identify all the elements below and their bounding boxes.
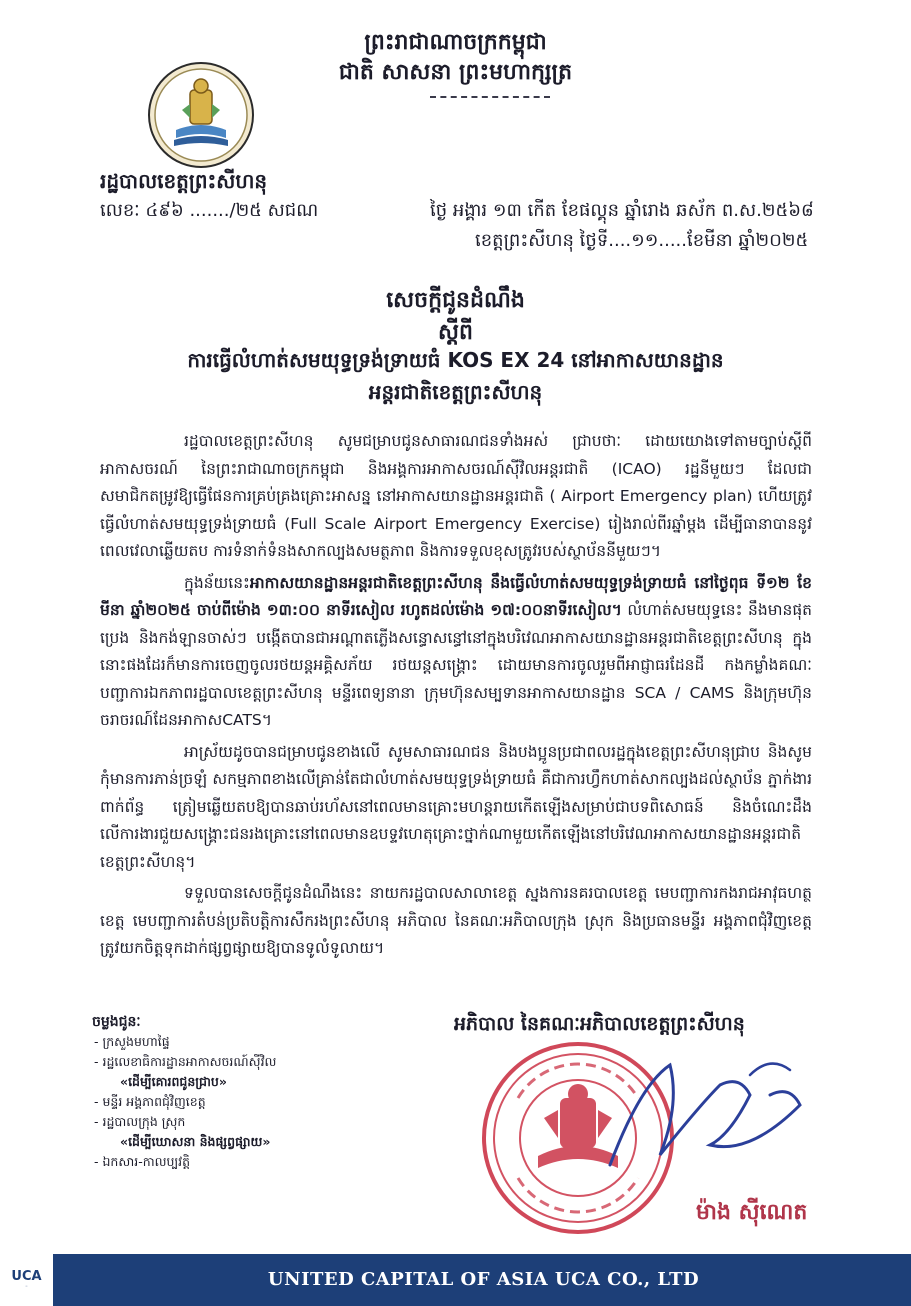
header-divider <box>430 96 550 98</box>
national-motto: ជាតិ សាសនា ព្រះមហាក្សត្រ <box>338 60 573 85</box>
copy-to-title: ចម្លងជូនៈ <box>92 1014 141 1030</box>
kingdom-header <box>0 28 911 88</box>
signer-title: អភិបាល នៃគណៈអភិបាលខេត្តព្រះសីហនុ <box>454 1013 745 1035</box>
uca-logo-mark: ◦ <box>25 1284 28 1290</box>
document-about: ស្តីពី <box>438 320 473 345</box>
document-subject <box>0 344 911 408</box>
body-paragraph-2 <box>100 570 812 735</box>
p2-rest: លំហាត់សមយុទ្ធនេះ នឹងមានផុតប្រេង និងកង់ឡានចាស់ៗ បង្កើតបានជាអណ្តាតភ្លើងសន្ធោសន្ធៅនៅក្នុងបរិវេណអាកាសយានដ្ឋានអន្តរជាតិខេត្តព្រះសីហនុ ក្នុងនោះផងដែរក៏មានការចេញចូលរថយន្តអគ្គិសភ័យ រថយន្តសង្គ្រោះ ដោយមានការចូលរួមពីអាជ្ញាធរដែនដី កងកម្លាំងគណៈបញ្ជាការឯកភាពរដ្ឋបាលខេត្តព្រះសីហនុ មន្ទីរពេទ្យនានា ក្រុមហ៊ុនសម្បទានអាកាសយានដ្ឋាន SCA / CAMS និងក្រុមហ៊ុនចរាចរណ៍ដែនអាកាសCATS។ <box>100 601 812 729</box>
handwritten-signature <box>600 1045 820 1185</box>
provincial-emblem-logo <box>146 60 256 170</box>
uca-logo-text: UCA <box>11 1269 42 1284</box>
copy-to-item: - មន្ទីរ អង្គភាពជុំវិញខេត្ត <box>94 1094 206 1109</box>
copy-to-item: - ឯកសារ-កាលប្បវត្តិ <box>94 1154 191 1169</box>
document-body <box>100 428 812 967</box>
reference-number: លេខៈ ៤៩៦ ......./២៥ សជណ <box>100 200 319 221</box>
copy-to-list <box>92 1012 352 1172</box>
document-title: សេចក្តីជូនដំណឹង <box>386 288 525 313</box>
signer-name: ម៉ាង ស៊ីណេត <box>696 1200 808 1225</box>
subject-line-2: អន្តរជាតិខេត្តព្រះសីហនុ <box>368 380 543 404</box>
copy-to-note: «ដើម្បីគោរពជូនជ្រាប» <box>120 1074 227 1089</box>
issuing-authority: រដ្ឋបាលខេត្តព្រះសីហនុ <box>100 169 268 193</box>
lunar-date: ថ្ងៃ អង្គារ ១៣ កើត ខែផល្គុន ឆ្នាំរោង ឆស័ក ព.ស.២៥៦៨ <box>430 200 814 221</box>
copy-to-note: «ដើម្បីឃោសនា និងផ្សព្វផ្សាយ» <box>120 1134 271 1149</box>
footer-company-name: UNITED CAPITAL OF ASIA UCA CO., LTD <box>267 1269 700 1290</box>
solar-date: ខេត្តព្រះសីហនុ ថ្ងៃទី....១១.....ខែមីនា ឆ្នាំ២០២៥ <box>475 230 809 251</box>
body-paragraph-1: រដ្ឋបាលខេត្តព្រះសីហនុ សូមជម្រាបជូនសាធារណជនទាំងអស់ ជ្រាបថាៈ ដោយយោងទៅតាមច្បាប់ស្តីពីអាកាសចរណ៍ នៃព្រះរាជាណាចក្រកម្ពុជា និងអង្គការអាកាសចរណ៍ស៊ីវិលអន្តរជាតិ (ICAO) រដ្ឋនីមួយៗ ដែលជាសមាជិកតម្រូវឱ្យធ្វើផែនការគ្រប់គ្រងគ្រោះអាសន្ន នៅអាកាសយានដ្ឋានអន្តរជាតិ ( Airport Emergency plan) ហើយត្រូវធ្វើលំហាត់សមយុទ្ធទ្រង់ទ្រាយធំ (Full Scale Airport Emergency Exercise) រៀងរាល់ពីរឆ្នាំម្តង ដើម្បីធានាបាននូវពេលវេលាឆ្លើយតប ការទំនាក់ទំនងសាកល្បងសមត្ថភាព និងការទទួលខុសត្រូវរបស់ស្ថាប័ននីមួយៗ។ <box>100 432 812 560</box>
subject-line-1: ការធ្វើលំហាត់សមយុទ្ធទ្រង់ទ្រាយធំ KOS EX 24 នៅអាកាសយានដ្ឋាន <box>187 348 724 372</box>
copy-to-item: - ក្រសួងមហាផ្ទៃ <box>94 1034 170 1049</box>
copy-to-item: - រដ្ឋលេខាធិការដ្ឋានអាកាសចរណ៍ស៊ីវិល <box>94 1054 277 1069</box>
p2-lead: ក្នុងន័យនេះ <box>184 573 250 592</box>
kingdom-name: ព្រះរាជាណាចក្រកម្ពុជា <box>364 30 547 55</box>
copy-to-item: - រដ្ឋបាលក្រុង ស្រុក <box>94 1114 186 1129</box>
body-paragraph-3: អាស្រ័យដូចបានជម្រាបជូនខាងលើ សូមសាធារណជន និងបងប្អូនប្រជាពលរដ្ឋក្នុងខេត្តព្រះសីហនុជ្រាប និងសូមកុំមានការភាន់ច្រឡំ សកម្មភាពខាងលើគ្រាន់តែជាលំហាត់សមយុទ្ធទ្រង់ទ្រាយធំ គឺជាការហ្វឹកហាត់សាកល្បងដល់ស្ថាប័ន ភ្នាក់ងារពាក់ព័ន្ធ ត្រៀមឆ្លើយតបឱ្យបានឆាប់រហ័សនៅពេលមានគ្រោះមហន្តរាយកើតឡើងសម្រាប់ជាបទពិសោធន៍ និងចំណេះដឹងលើការងារជួយសង្គ្រោះជនរងគ្រោះនៅពេលមានឧបទ្ទវហេតុគ្រោះថ្នាក់ណាមួយកើតឡើងនៅបរិវេណអាកាសយានដ្ឋានអន្តរជាតិខេត្តព្រះសីហនុ។ <box>100 742 812 871</box>
p2-bold: អាកាសយានដ្ឋានអន្តរជាតិខេត្តព្រះសីហនុ នឹងធ្វើលំហាត់សមយុទ្ធទ្រង់ទ្រាយធំ នៅថ្ងៃពុធ ទី១២ ខែមីនា ឆ្នាំ២០២៥ ចាប់ពីម៉ោង ១៣:០០ នាទីរសៀល រហូតដល់ម៉ោង ១៧:០០នាទីរសៀល។ <box>100 573 812 619</box>
body-paragraph-4: ទទួលបានសេចក្តីជូនដំណឹងនេះ នាយករដ្ឋបាលសាលាខេត្ត ស្នងការនគរបាលខេត្ត មេបញ្ជាការកងរាជអាវុធហត្ថខេត្ត មេបញ្ជាការតំបន់ប្រតិបត្តិការសឹករងព្រះសីហនុ អភិបាល នៃគណៈអភិបាលក្រុង ស្រុក និងប្រធានមន្ទីរ អង្គភាពជុំវិញខេត្ត ត្រូវយកចិត្តទុកដាក់ផ្សព្វផ្សាយឱ្យបានទូលំទូលាយ។ <box>100 884 812 957</box>
uca-logo <box>0 1254 56 1306</box>
